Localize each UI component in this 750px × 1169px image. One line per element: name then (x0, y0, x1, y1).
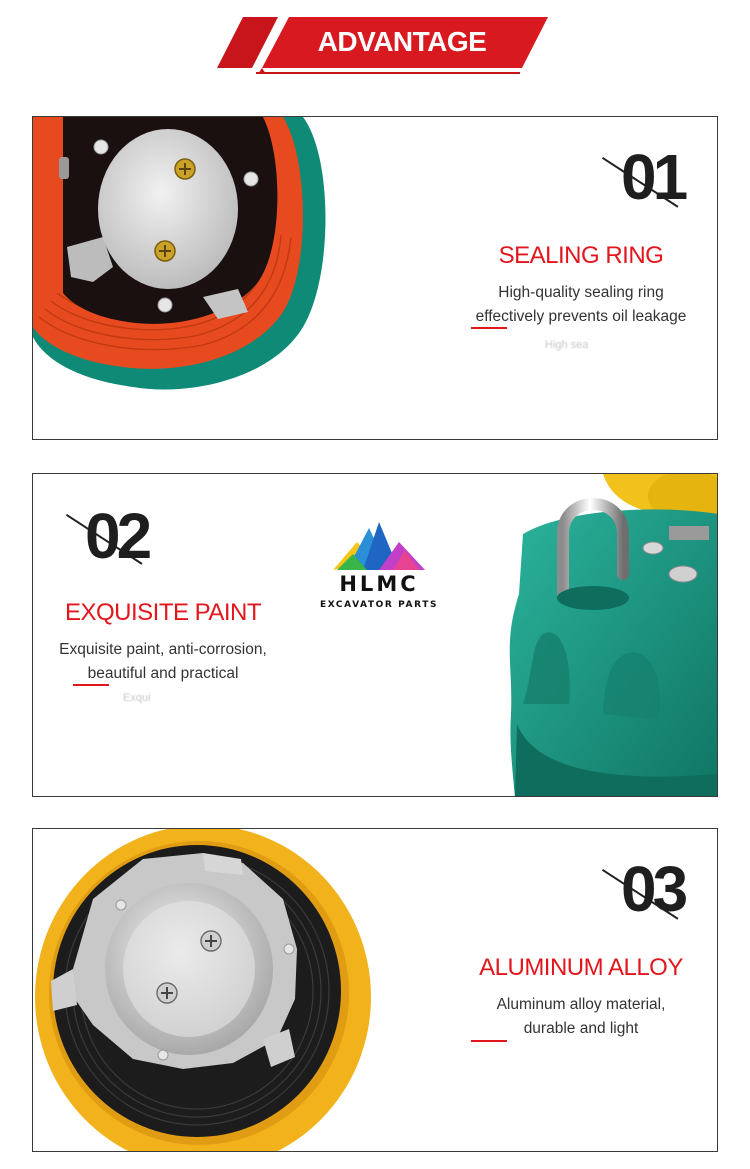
header-banner (0, 0, 750, 90)
feature-description (33, 638, 293, 686)
feature-number: 01 (621, 141, 685, 213)
feature-sealing-ring (451, 139, 711, 329)
sealing-ring-image (33, 117, 333, 440)
feature-description (451, 281, 711, 329)
feature-number-wrap (451, 851, 711, 931)
aluminum-cap-image (33, 829, 373, 1152)
feature-panel-sealing-ring (32, 116, 718, 440)
painted-cap-image (473, 474, 718, 797)
feature-title: EXQUISITE PAINT (64, 599, 262, 626)
feature-description-line: durable and light (523, 1020, 639, 1037)
feature-description-line: Aluminum alloy material, (496, 996, 666, 1013)
feature-description-line: Exquisite paint, anti-corrosion, (59, 641, 267, 658)
red-accent-line (471, 327, 507, 329)
brand-logo (309, 520, 449, 620)
logo-mountain-icon (333, 520, 425, 574)
feature-number: 02 (85, 500, 149, 572)
logo-tagline: EXCAVATOR PARTS (319, 600, 439, 610)
logo-name: HLMC (339, 572, 419, 596)
feature-description (451, 993, 711, 1041)
feature-title: SEALING RING (498, 242, 664, 269)
feature-panel-aluminum-alloy (32, 828, 718, 1152)
red-accent-line (73, 684, 109, 686)
faint-watermark-text: Exqui (123, 692, 151, 704)
feature-description-line: effectively prevents oil leakage (475, 308, 687, 325)
feature-number-wrap (451, 139, 711, 219)
feature-aluminum-alloy (451, 851, 711, 1041)
feature-number-wrap (33, 496, 293, 576)
feature-exquisite-paint (33, 496, 293, 686)
red-accent-line (471, 1040, 507, 1042)
feature-description-line: beautiful and practical (87, 665, 239, 682)
feature-number: 03 (621, 853, 685, 925)
feature-description-line: High-quality sealing ring (498, 284, 664, 301)
faint-watermark-text: High sea (545, 339, 589, 351)
feature-panel-exquisite-paint (32, 473, 718, 797)
feature-title: ALUMINUM ALLOY (479, 954, 683, 981)
page-title: ADVANTAGE (317, 26, 487, 57)
